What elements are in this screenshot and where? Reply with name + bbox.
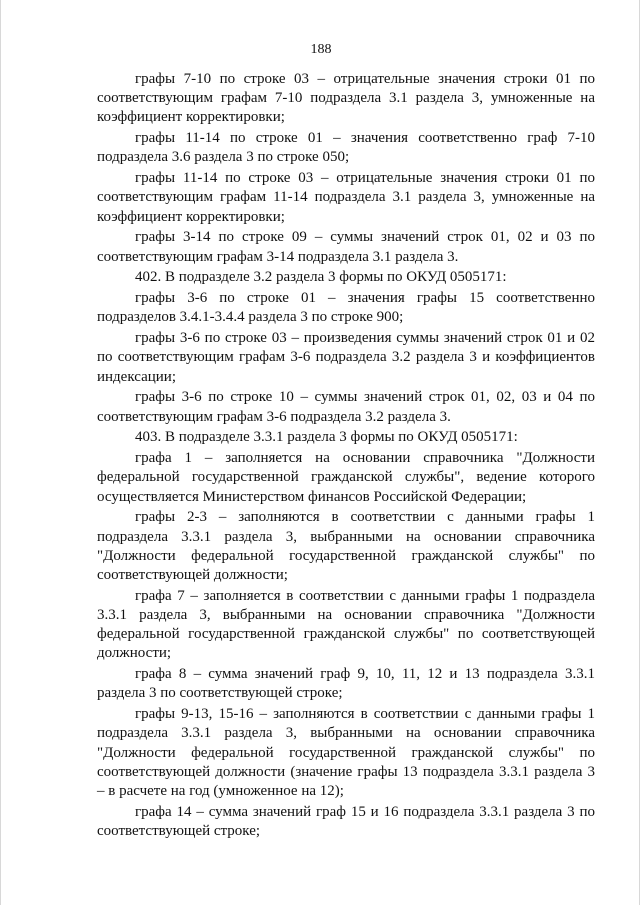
section-heading-402: 402. В подразделе 3.2 раздела 3 формы по ОКУД 0505171: (135, 269, 507, 286)
paragraph: графы 3-6 по строке 03 – произведения суммы значений строк 01 и 02 по соответствующим графам 3-6 подраздела 3.2 раздела 3 и коэффициентов индексации; (97, 330, 595, 385)
paragraph: графа 7 – заполняется в соответствии с данными графы 1 подраздела 3.3.1 раздела 3, выбранными на основании справочника "Должности федеральной государственной гражданской службы" по соответствующей должности; (97, 587, 595, 662)
paragraph: графы 3-6 по строке 01 – значения графы 15 соответственно подразделов 3.4.1-3.4.4 раздела 3 по строке 900; (97, 290, 595, 326)
paragraph: графы 3-6 по строке 10 – суммы значений строк 01, 02, 03 и 04 по соответствующим графам 3-6 подраздела 3.2 раздела 3. (97, 389, 595, 425)
paragraph: графа 14 – сумма значений граф 15 и 16 подраздела 3.3.1 раздела 3 по соответствующей строке; (97, 803, 595, 840)
paragraph: графа 8 – сумма значений граф 9, 10, 11, 12 и 13 подраздела 3.3.1 раздела 3 по соответствующей строке; (97, 666, 595, 702)
paragraph: графа 1 – заполняется на основании справочника "Должности федеральной государственной гражданской службы", ведение которого осуществляется Министерством финансов Российской Федерации; (97, 450, 595, 505)
paragraph: графы 2-3 – заполняются в соответствии с данными графы 1 подраздела 3.3.1 раздела 3, выбранными на основании справочника "Должности федеральной государственной гражданской службы" по соответствующей должности; (97, 509, 595, 584)
paragraph: графы 7-10 по строке 03 – отрицательные значения строки 01 по соответствующим графам 7-10 подраздела 3.1 раздела 3, умноженные на коэффициент корректировки; (97, 71, 595, 126)
paragraph: графы 9-13, 15-16 – заполняются в соответствии с данными графы 1 подраздела 3.3.1 раздела 3, выбранными на основании справочника "Должности федеральной государственной гражданской службы" по соответствующей должности (значение графы 13 подраздела 3.3.1 раздела 3 – в расчете на год (умноженное на 12); (97, 706, 595, 800)
paragraph: графы 11-14 по строке 01 – значения соответственно граф 7-10 подраздела 3.6 раздела 3 по строке 050; (97, 130, 595, 166)
document-body (97, 70, 595, 843)
paragraph: графы 3-14 по строке 09 – суммы значений строк 01, 02 и 03 по соответствующим графам 3-14 подраздела 3.1 раздела 3. (97, 229, 595, 265)
page-number: 188 (310, 42, 332, 57)
section-heading-403: 403. В подразделе 3.3.1 раздела 3 формы по ОКУД 0505171: (135, 429, 518, 446)
paragraph: графы 11-14 по строке 03 – отрицательные значения строки 01 по соответствующим графам 11-14 подраздела 3.1 раздела 3, умноженные на коэффициент корректировки; (97, 170, 595, 225)
